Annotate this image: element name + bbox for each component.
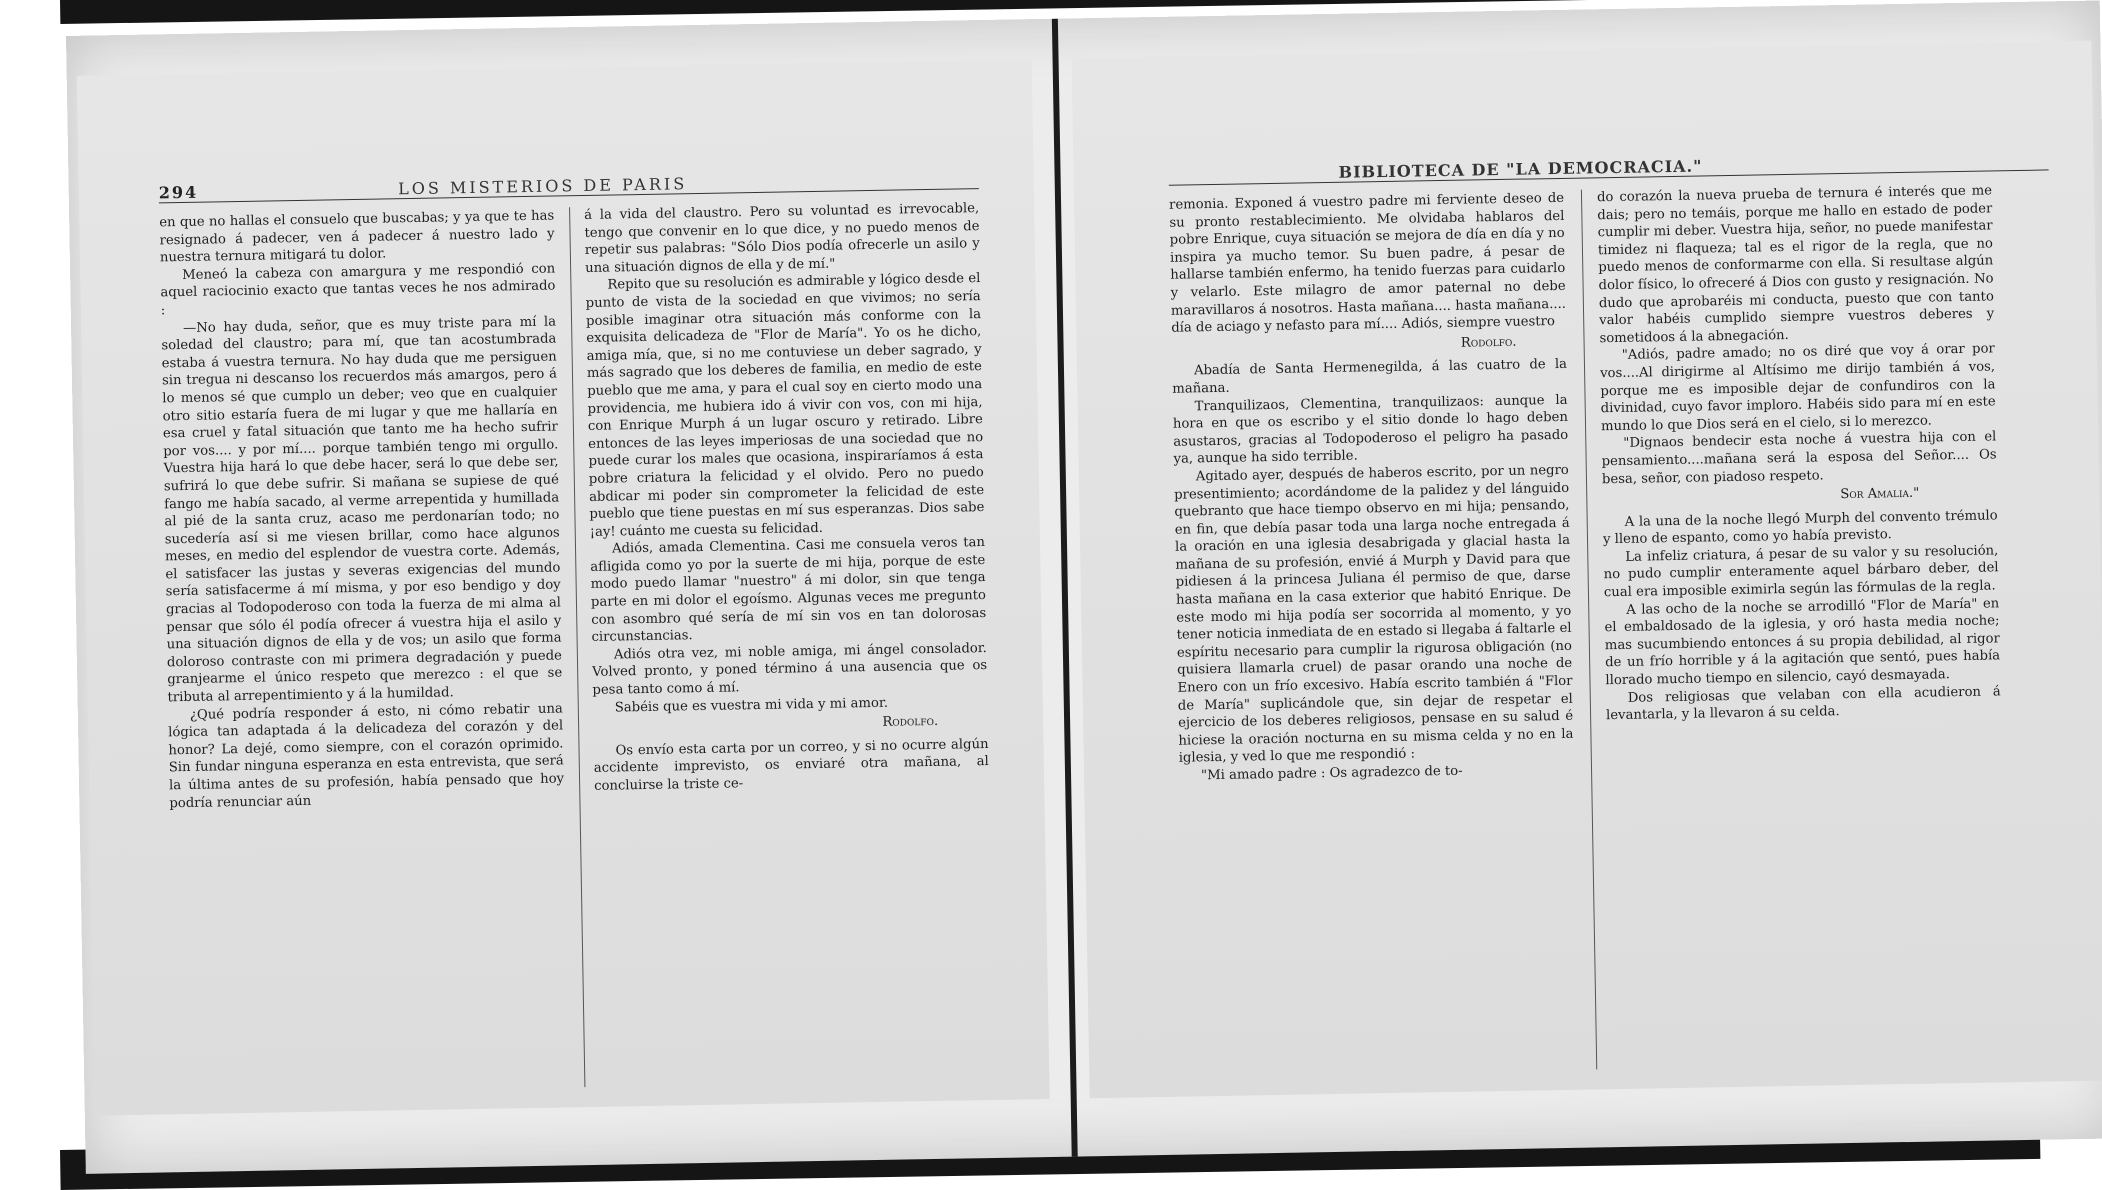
paragraph: remonia. Exponed á vuestro padre mi ferviente deseo de su pronto restablecimiento. Me olvidaba hablaros del pobre Enrique, cuya situación se mejora de día en día y no inspira ya mucho temor. Su buen padre, á pesar de hallarse también enfermo, ha tenido fuerzas para cuidarlo y velarlo. Este milagro de amor paternal no debe maravillaros á nosotros. Hasta mañana.... hasta mañana.... día de aciago y nefasto para mí.... Adiós, siempre vuestro	[1168, 190, 1567, 336]
left-column-2	[584, 200, 995, 1127]
paragraph: A las ocho de la noche se arrodilló "Flor de María" en el embaldosado de la iglesia, y oró hasta media noche; mas sucumbiendo entonces á su propia debilidad, al rigor de un frío horrible y á la agitación que sentó, pues había llorado mucho tiempo en silencio, cayó desmayada.	[1604, 596, 2001, 689]
paragraph: "Dignaos bendecir esta noche á vuestra hija con el pensamiento....mañana será la esposa del Señor.... Os besa, señor, con piadoso respeto.	[1601, 429, 1997, 487]
paragraph: Meneó la cabeza con amargura y me respondió con aquel raciocinio exacto que tantas veces he nos admirado :	[160, 261, 556, 319]
paragraph: Os envío esta carta por un correo, y si no ocurre algún accidente imprevisto, os enviaré otra mañana, al concluirse la triste ce-	[593, 736, 989, 794]
signature-sor-amalia: Sor Amalia."	[1840, 485, 1920, 503]
paragraph: en que no hallas el consuelo que buscabas; y ya que te has resignado á padecer, ven á padecer á nuestro lado y nuestra ternura mitigará tu dolor.	[159, 208, 555, 266]
signature-rodolfo: Rodolfo.	[882, 714, 939, 731]
page-number: 294	[158, 182, 199, 203]
paragraph: "Mi amado padre : Os agradezco de to-	[1200, 763, 1463, 784]
left-column-1	[159, 208, 570, 1135]
running-title-left: LOS MISTERIOS DE PARIS	[397, 174, 688, 199]
paragraph: A la una de la noche llegó Murph del convento trémulo y lleno de espanto, como yo había previsto.	[1602, 508, 1998, 548]
paragraph: Agitado ayer, después de haberos escrito, por un negro presentimiento; acordándome de la palidez y del lánguido quebranto que hace tiempo observo en mi hija; pensando, en fin, que debía pasar toda una larga noche entregada á la oración en una iglesia desabrigada y glacial hasta la mañana de su profesión, envié á Murph y David para que pidiesen á la princesa Juliana él permiso de que, darse hasta mañana en la casa exterior que habitó Enrique. De este modo mi hija podía ser socorrida al momento, y yo tener noticia inmediata de en estado si llegaba á faltarle el espíritu necesario para cumplir la rigurosa obligación (no quisiera llamarla cruel) de pasar orando una noche de Enero con un frío excesivo. Había escrito también á "Flor de María" suplicándole que, sin dejar de respetar el ejercicio de los deberes religiosos, pensase en su salud é hiciese la oración nocturna en su misma celda y no en la iglesia, y ved lo que me respondió :	[1174, 462, 1574, 767]
paragraph: do corazón la nueva prueba de ternura é interés que me dais; pero no temáis, porque me hallo en estado de poder cumplir mi deber. Vuestra hija, señor, no puede manifestar timidez ni flaqueza; tal es el rigor de la regla, que no puedo menos de conformarme con ella. Si resultase algún dolor físico, lo ofreceré á Dios con gusto y resignación. No dudo que aprobaréis mi conducta, puesto que con tanto valor habéis cumplido siempre vuestros deberes y sometidoos á la abnegación.	[1596, 183, 1995, 347]
dateline: Abadía de Santa Hermenegilda, á las cuatro de la mañana.	[1172, 357, 1568, 397]
paragraph: —No hay duda, señor, que es muy triste para mí la soledad del claustro; para mí, que tan acostumbrada estaba á vuestra ternura. No hay duda que me persiguen sin tregua ni descanso los recuerdos más amargos, pero á lo menos sé que cumplo un deber; veo que en cualquier otro sitio estaría fuera de mi lugar y que me hallaría en esa cruel y fatal situación que tanto me ha hecho sufrir por vos.... y por mí.... porque también tengo mi orgullo. Vuestra hija hará lo que debe hacer, será lo que debe ser, sufrirá lo que debe sufrir. Si mañana se supiese de qué fango me había sacado, al verme arrepentida y humillada al pié de la santa cruz, acaso me perdonarían todo; no sucedería así si me viesen brillar, como hace algunos meses, en medio del esplendor de vuestra corte. Además, el satisfacer las justas y severas exigencias del mundo sería satisfacerme á mí misma, y por eso bendigo y doy gracias al Todopoderoso con toda la fuerza de mi alma al pensar que sólo él podía ofrecer á vuestra hija el asilo y una situación dignos de ella y de vos; un asilo que forma doloroso contraste con mi primera degradación y puede granjearme el único respeto que merezco : el que se tributa al arrepentimiento y á la humildad.	[161, 314, 563, 706]
paragraph: Sabéis que es vuestra mi vida y mi amor.	[614, 695, 889, 716]
running-title-right: BIBLIOTECA DE "LA DEMOCRACIA."	[1338, 156, 1703, 182]
scanned-spread	[66, 1, 2102, 1174]
right-column-1	[1169, 190, 1580, 1117]
paragraph: ¿Qué podría responder á esto, ni cómo rebatir una lógica tan adaptada á la delicadeza del corazón y del honor? La dejé, como siempre, con el corazón oprimido. Sin fundar ninguna esperanza en esta entrevista, que será la última antes de su profesión, había pensado que hoy podría renunciar aún	[168, 701, 565, 811]
paragraph: La infeliz criatura, á pesar de su valor y su resolución, no pudo cumplir enteramente aquel bárbaro deber, del cual era imposible eximirla según las fórmulas de la regla.	[1603, 543, 1999, 601]
paragraph: Adiós, amada Clementina. Casi me consuela veros tan afligida como yo por la suerte de mi hija, porque de este modo puedo llamar "nuestro" á mi dolor, sin que tenga parte en mi dolor el egoísmo. Algunas veces me pregunto con asombro qué sería de mí sin vos en tan dolorosas circunstancias.	[590, 535, 987, 646]
paragraph: Dos religiosas que velaban con ella acudieron á levantarla, y la llevaron á su celda.	[1605, 683, 2001, 724]
paragraph: Adiós otra vez, mi noble amiga, mi ángel consolador. Volved pronto, y poned término á una ausencia que os pesa tanto como á mí.	[592, 640, 988, 698]
paragraph: "Adiós, padre amado; no os diré que voy á orar por vos....Al dirigirme al Altísimo me dirijo también á vos, porque me es imposible dejar de confundiros con la divinidad, cuyo favor imploro. Habéis sido para mí en este mundo lo que Dios será en el cielo, si lo merezco.	[1599, 341, 1996, 434]
signature-rodolfo: Rodolfo.	[1460, 334, 1517, 351]
paragraph: á la vida del claustro. Pero su voluntad es irrevocable, tengo que convenir en lo que dice, y no puedo menos de repetir sus palabras: "Sólo Dios podía ofrecerle un asilo y una situación dignos de ella y de mí."	[584, 201, 980, 276]
right-column-2	[1597, 182, 2008, 1109]
paragraph: Tranquilizaos, Clementina, tranquilizaos: aunque la hora en que os escribo y el sitio donde lo hago deben asustaros, gracias al Todopoderoso el peligro ha pasado ya, aunque ha sido terrible.	[1172, 392, 1569, 468]
paragraph: Repito que su resolución es admirable y lógico desde el punto de vista de la sociedad en que vivimos; no sería posible imaginar otra situación más conforme con la exquisita delicadeza de "Flor de María". Yo os he dicho, amiga mía, que, si no me contuviese un deber sagrado, y más sagrado que los deberes de familia, en medio de este pueblo que me ama, y para el cual soy en cierto modo una providencia, me hubiera ido á vivir con vos, con mi hija, con Enrique Murph á un lugar oscuro y retirado. Libre entonces de las leyes imperiosas de una sociedad que no puede curar los males que ocasiona, inspiraríamos á esta pobre criatura la felicidad y el olvido. Pero no puedo abdicar mi poder sin comprometer la felicidad de este pueblo que tiene puestas en mí sus esperanzas. Dios sabe ¡ay! cuánto me cuesta su felicidad.	[585, 271, 985, 540]
